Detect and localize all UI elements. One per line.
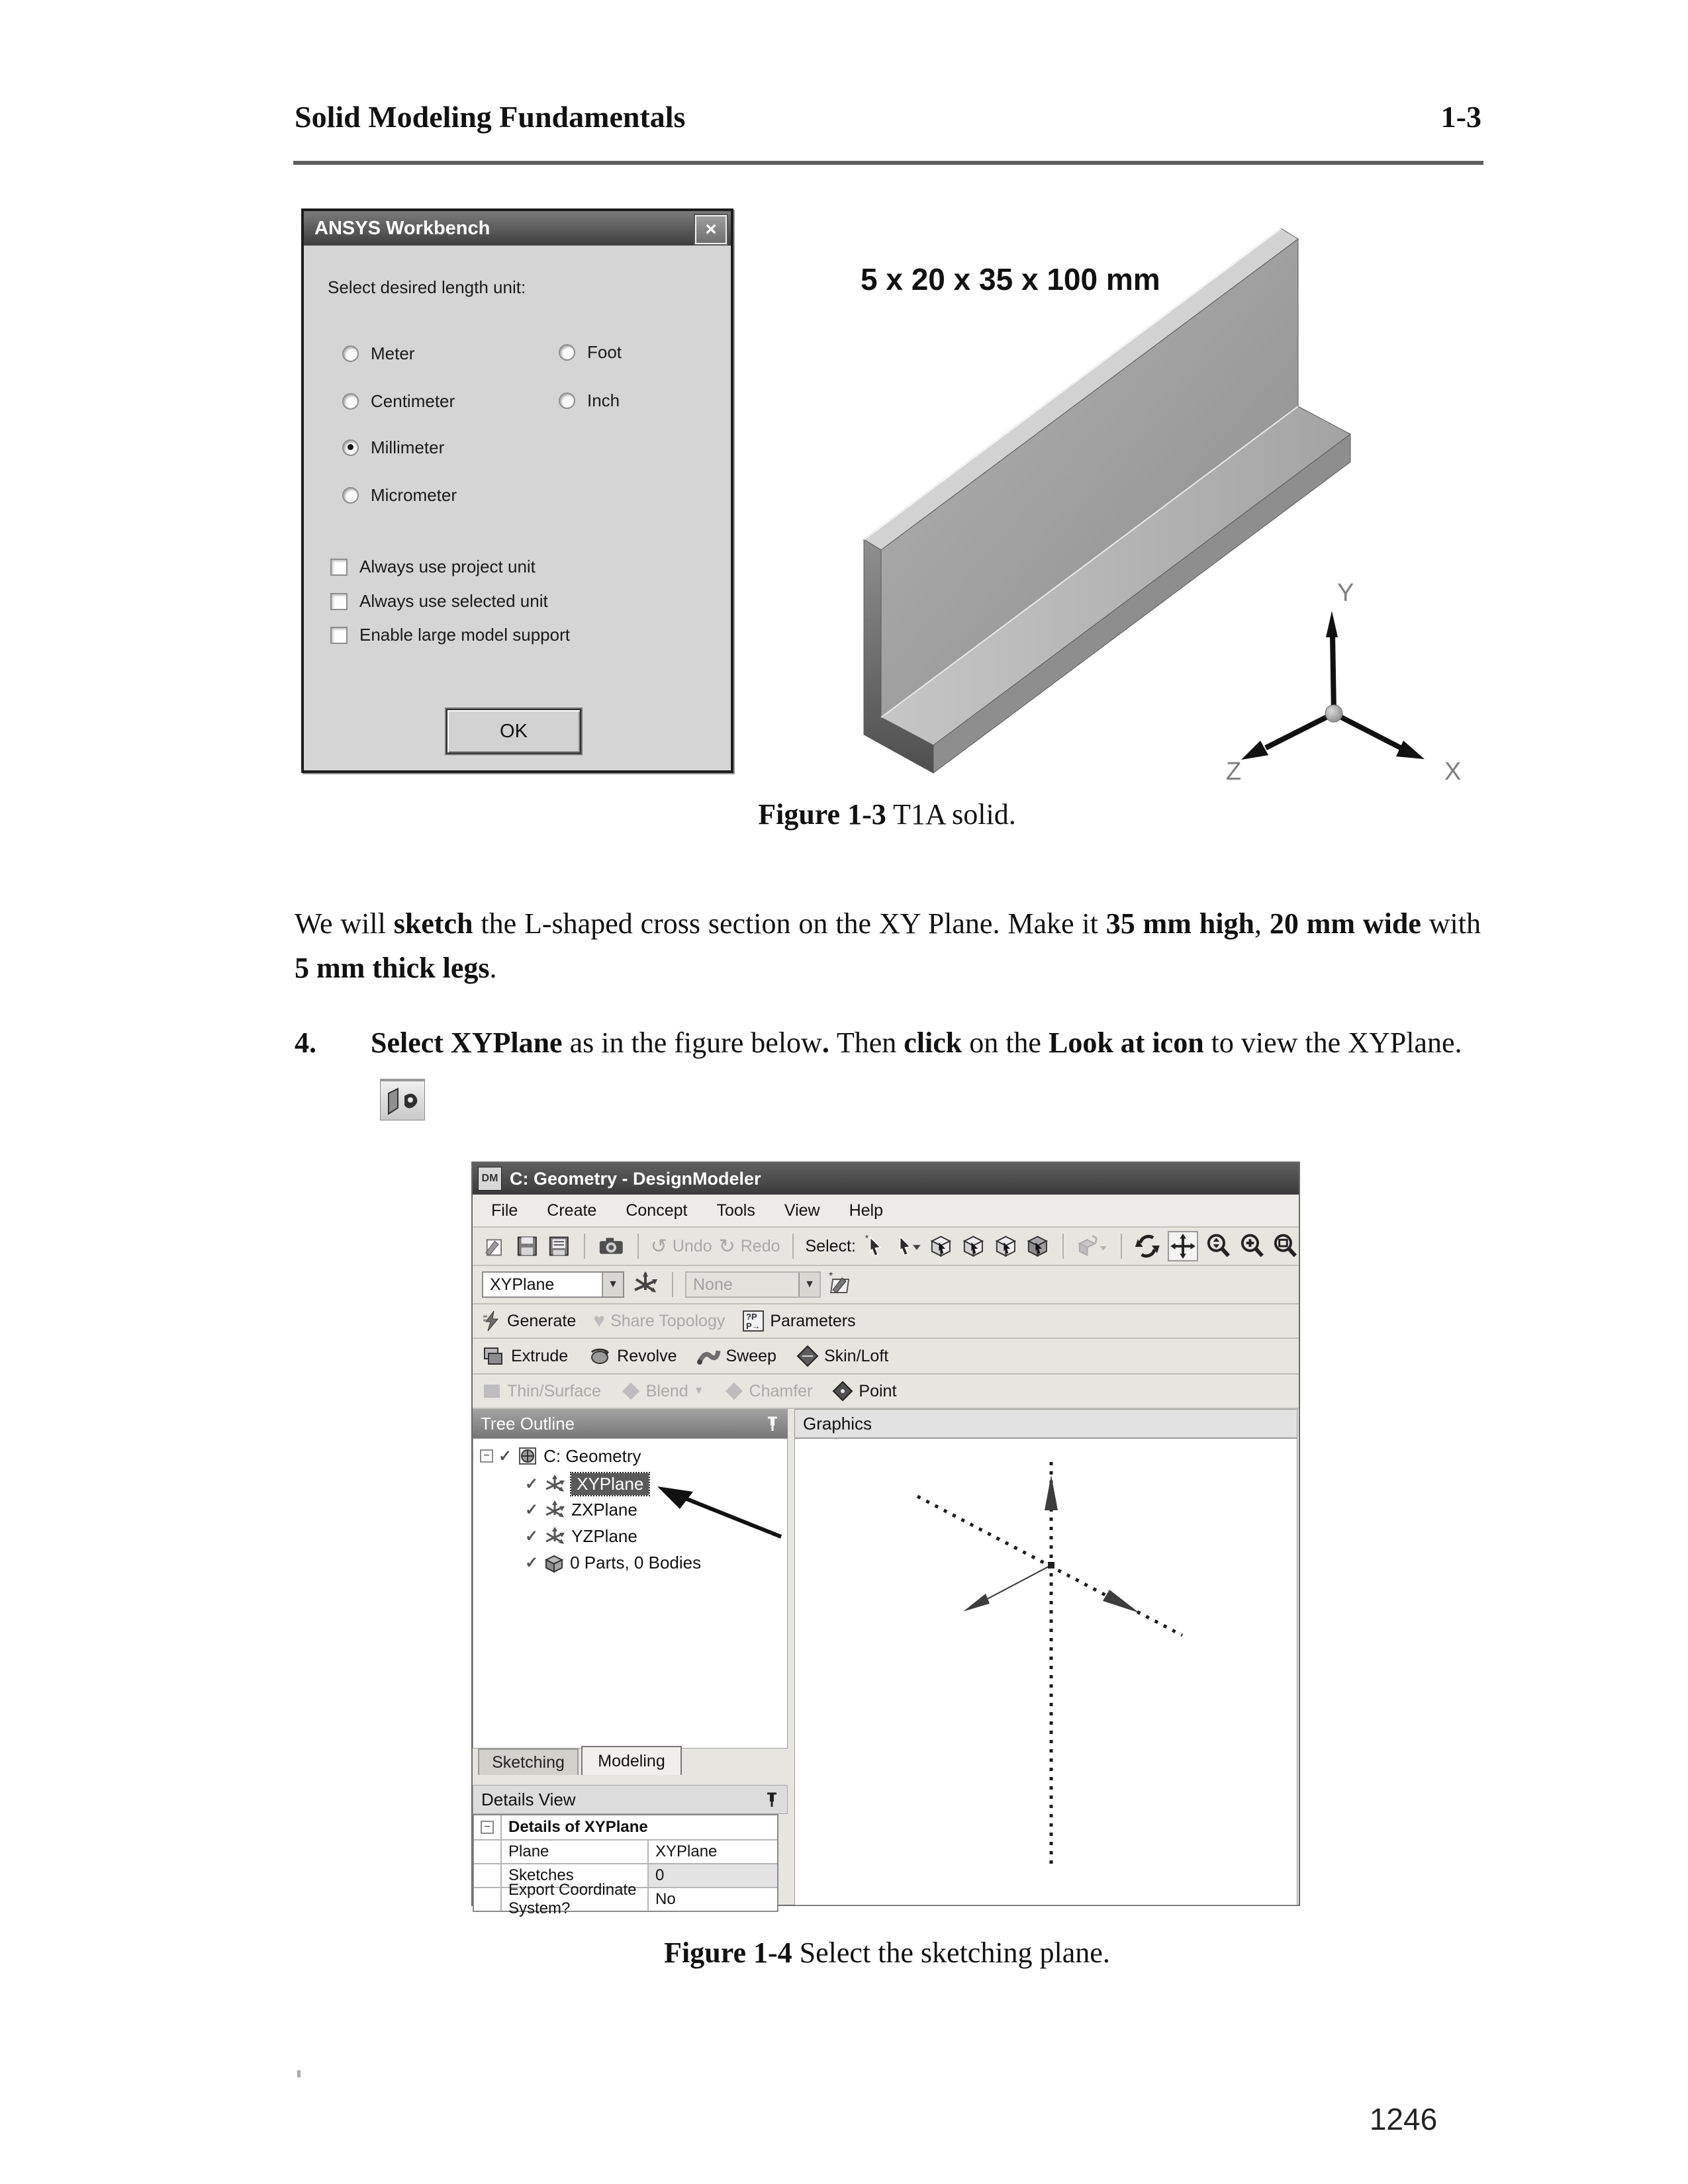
blend-icon xyxy=(621,1381,641,1401)
details-title: Details of XYPlane xyxy=(508,1818,648,1836)
details-title-row[interactable] xyxy=(474,1815,777,1839)
figure-1-4-caption: Figure 1-4 Select the sketching plane. xyxy=(664,1936,1110,1969)
radio-label: Foot xyxy=(587,342,622,362)
zoom-icon[interactable] xyxy=(1205,1232,1232,1260)
toolbar-separator xyxy=(637,1234,639,1259)
dm-app-icon: DM xyxy=(478,1167,502,1191)
t1a-solid-figure xyxy=(834,225,1489,794)
svg-text:P→: P→ xyxy=(746,1321,761,1331)
check-icon: ✓ xyxy=(525,1475,539,1493)
tree-item-parts-bodies[interactable] xyxy=(525,1553,701,1573)
tree-item-label: ZXPlane xyxy=(571,1500,637,1520)
checkbox-icon[interactable] xyxy=(330,559,348,576)
check-icon: ✓ xyxy=(525,1527,539,1545)
collapse-icon[interactable]: − xyxy=(474,1815,502,1839)
svg-text:?P: ?P xyxy=(746,1312,757,1322)
select-cursor-icon[interactable] xyxy=(863,1233,887,1259)
share-topology-button[interactable]: ♥ Share Topology xyxy=(593,1310,726,1332)
active-plane-combobox[interactable] xyxy=(482,1271,624,1298)
checkbox-label: Enable large model support xyxy=(359,625,570,645)
tree-outline-panel xyxy=(473,1438,788,1749)
checkbox-always-selected-unit[interactable] xyxy=(330,591,548,612)
pan-icon xyxy=(1170,1234,1196,1259)
check-icon: ✓ xyxy=(525,1501,539,1519)
plane-axes-icon[interactable] xyxy=(631,1270,660,1299)
dm-features-toolbar xyxy=(473,1339,1299,1375)
tab-modeling[interactable]: Modeling xyxy=(581,1746,682,1775)
chevron-down-icon[interactable]: ▼ xyxy=(602,1273,623,1297)
y-axis-arrow xyxy=(1326,611,1338,637)
dialog-title: ANSYS Workbench xyxy=(304,211,731,246)
graphics-viewport[interactable] xyxy=(794,1438,1297,1905)
tree-item-label: YZPlane xyxy=(571,1526,637,1546)
body-paragraph: We will sketch the L-shaped cross section on the XY Plane. Make it 35 mm high, 20 mm wide with 5 mm thick legs. xyxy=(295,907,1481,984)
step-4 xyxy=(295,1014,1486,1130)
tree-item-label: 0 Parts, 0 Bodies xyxy=(570,1553,702,1572)
x-axis-label: X xyxy=(1444,758,1462,786)
details-view-header[interactable]: Details View xyxy=(473,1785,788,1814)
annotation-arrow xyxy=(592,1465,784,1551)
new-sketch-toolbar-icon[interactable] xyxy=(827,1270,857,1299)
checkbox-label: Always use project unit xyxy=(359,557,536,576)
look-at-icon xyxy=(380,1079,425,1120)
toolbar-separator xyxy=(792,1234,794,1259)
z-axis-label: Z xyxy=(1226,758,1242,786)
checkbox-large-model-support[interactable] xyxy=(330,625,570,645)
menu-concept[interactable]: Concept xyxy=(626,1201,688,1220)
checkbox-label: Always use selected unit xyxy=(359,591,548,611)
redo-button[interactable]: ↻ Redo xyxy=(718,1235,780,1257)
plane-icon xyxy=(543,1475,566,1494)
chamfer-button[interactable]: Chamfer xyxy=(724,1381,813,1401)
step-text: Select XYPlane as in the figure below. Then click on the Look at icon to view the XYPlane. xyxy=(371,1014,1486,1130)
pin-icon[interactable] xyxy=(765,1415,780,1432)
extend-selection-icon[interactable] xyxy=(1076,1233,1109,1259)
point-button[interactable]: Point xyxy=(832,1381,896,1402)
menu-view[interactable]: View xyxy=(784,1201,820,1220)
plane-z-arrow xyxy=(963,1594,990,1612)
screenshot-camera-icon[interactable] xyxy=(597,1233,626,1259)
pan-button[interactable] xyxy=(1168,1231,1198,1261)
chevron-down-icon[interactable]: ▼ xyxy=(798,1273,820,1297)
menu-file[interactable]: File xyxy=(491,1201,518,1220)
save-icon[interactable] xyxy=(514,1233,540,1259)
rotate-icon[interactable] xyxy=(1134,1232,1161,1260)
details-row-plane[interactable] xyxy=(474,1839,777,1863)
new-sketch-icon[interactable] xyxy=(482,1233,508,1259)
undo-icon: ↺ xyxy=(650,1235,667,1257)
tree-item-label-selected: XYPlane xyxy=(571,1473,649,1495)
detail-label: Plane xyxy=(508,1843,549,1860)
checkbox-icon[interactable] xyxy=(330,593,348,610)
radio-centimeter[interactable] xyxy=(342,391,455,412)
details-table xyxy=(473,1814,778,1917)
point-icon xyxy=(832,1381,853,1402)
tab-sketching[interactable]: Sketching xyxy=(478,1749,579,1775)
radio-circle-icon[interactable] xyxy=(342,345,359,362)
undo-button[interactable]: ↺ Undo xyxy=(650,1235,712,1257)
save-as-icon[interactable] xyxy=(546,1233,572,1259)
toolbar-separator xyxy=(1121,1234,1122,1259)
figure-1-3-caption: Figure 1-3 T1A solid. xyxy=(758,798,1016,831)
z-axis-arrow xyxy=(1241,741,1268,760)
radio-label: Micrometer xyxy=(371,485,457,505)
sweep-icon xyxy=(697,1344,721,1368)
revolve-button[interactable]: Revolve xyxy=(588,1344,677,1368)
radio-circle-icon[interactable] xyxy=(559,344,575,361)
select-label: Select: xyxy=(805,1236,856,1255)
checkbox-icon[interactable] xyxy=(330,627,348,644)
toolbar-separator xyxy=(672,1272,673,1297)
graphics-header[interactable]: Graphics xyxy=(794,1409,1297,1438)
dm-title-bar[interactable] xyxy=(473,1163,1299,1195)
zoom-in-icon[interactable] xyxy=(1239,1232,1266,1260)
generate-button[interactable]: Generate xyxy=(482,1310,576,1332)
scan-artifact xyxy=(297,2070,301,2077)
redo-icon: ↻ xyxy=(718,1235,735,1257)
svg-text:*: * xyxy=(865,1233,869,1244)
plane-x-arrow xyxy=(1103,1590,1139,1613)
dm-window-title: C: Geometry - DesignModeler xyxy=(510,1168,761,1189)
radio-selected-icon[interactable] xyxy=(342,439,359,456)
active-sketch-value: None xyxy=(693,1275,733,1294)
radio-meter[interactable] xyxy=(342,343,414,364)
sketch-plane-axes xyxy=(795,1439,1297,1905)
step-number: 4. xyxy=(295,1026,316,1059)
skin-loft-button[interactable]: Skin/Loft xyxy=(796,1345,888,1367)
parameters-button[interactable]: ?P P→ Parameters xyxy=(742,1310,855,1332)
select-mode-dropdown-icon[interactable] xyxy=(894,1233,922,1259)
blend-button[interactable]: Blend ▼ xyxy=(621,1381,704,1401)
menu-tools[interactable]: Tools xyxy=(716,1201,755,1220)
plane-origin xyxy=(1048,1562,1055,1569)
parts-cube-icon xyxy=(543,1553,565,1573)
detail-label: Sketches xyxy=(508,1866,574,1884)
plane-icon xyxy=(543,1500,566,1520)
tree-root-geometry[interactable]: − ✓ C: Geometry xyxy=(480,1445,641,1467)
radio-label: Inch xyxy=(587,390,620,410)
heart-icon: ♥ xyxy=(593,1310,606,1332)
dialog-prompt: Select desired length unit: xyxy=(328,277,526,297)
close-icon[interactable]: × xyxy=(695,215,727,244)
x-axis-arrow xyxy=(1396,741,1425,759)
toolbar-separator xyxy=(1062,1234,1064,1259)
dm-generate-toolbar xyxy=(473,1304,1299,1339)
svg-text:*: * xyxy=(829,1271,833,1282)
radio-micrometer[interactable] xyxy=(342,485,457,506)
ansys-workbench-dialog xyxy=(301,208,733,773)
axis-triad xyxy=(1226,579,1461,786)
dm-standard-toolbar xyxy=(473,1228,1299,1266)
geometry-icon xyxy=(517,1445,538,1467)
checkbox-always-project-unit[interactable] xyxy=(330,557,536,577)
page-title: Solid Modeling Fundamentals xyxy=(295,100,686,134)
thin-surface-button[interactable]: Thin/Surface xyxy=(482,1381,601,1401)
menu-help[interactable]: Help xyxy=(849,1201,884,1220)
extrude-button[interactable]: Extrude xyxy=(482,1344,568,1368)
collapse-icon[interactable]: − xyxy=(480,1449,493,1463)
generate-lightning-icon xyxy=(482,1310,502,1332)
triad-origin xyxy=(1325,705,1342,722)
dm-modify-toolbar xyxy=(473,1375,1299,1409)
active-plane-value: XYPlane xyxy=(490,1275,555,1294)
pin-icon[interactable] xyxy=(765,1791,779,1808)
radio-label: Millimeter xyxy=(371,437,445,457)
dm-menu-bar xyxy=(473,1195,1299,1228)
check-icon: ✓ xyxy=(525,1554,539,1572)
designmodeler-window xyxy=(471,1161,1300,1917)
plane-y-arrow xyxy=(1045,1475,1058,1510)
radio-circle-icon[interactable] xyxy=(342,393,359,410)
y-axis-label: Y xyxy=(1337,579,1354,607)
dimension-label: 5 x 20 x 35 x 100 mm xyxy=(861,262,1160,296)
active-sketch-combobox[interactable] xyxy=(685,1271,821,1298)
detail-value[interactable]: No xyxy=(647,1888,777,1911)
detail-label: Export Coordinate System? xyxy=(508,1881,637,1917)
parameters-icon xyxy=(742,1310,765,1332)
chevron-down-icon[interactable]: ▼ xyxy=(693,1385,704,1396)
toolbar-separator xyxy=(584,1234,585,1259)
extrude-icon xyxy=(482,1344,506,1368)
select-body-cube-icon[interactable] xyxy=(1025,1233,1051,1259)
details-row-export-cs[interactable] xyxy=(474,1881,777,1917)
select-face-cube-icon[interactable] xyxy=(993,1233,1019,1259)
detail-value[interactable]: XYPlane xyxy=(647,1841,777,1863)
radio-circle-icon[interactable] xyxy=(342,487,359,504)
check-icon: ✓ xyxy=(498,1447,512,1465)
plane-icon xyxy=(543,1527,566,1547)
l-angle-solid xyxy=(864,228,1350,773)
select-vertex-cube-icon[interactable] xyxy=(928,1233,954,1259)
sweep-button[interactable]: Sweep xyxy=(697,1344,776,1368)
dm-plane-toolbar xyxy=(473,1266,1299,1304)
radio-circle-icon[interactable] xyxy=(559,392,575,409)
radio-foot[interactable] xyxy=(559,342,622,363)
ok-button[interactable]: OK xyxy=(446,709,581,754)
detail-value[interactable]: 0 xyxy=(647,1864,777,1887)
radio-label: Centimeter xyxy=(371,391,455,411)
header-rule xyxy=(293,161,1483,165)
menu-create[interactable]: Create xyxy=(547,1201,597,1220)
radio-millimeter[interactable] xyxy=(342,437,444,458)
select-edge-cube-icon[interactable] xyxy=(961,1233,986,1259)
thin-surface-icon xyxy=(482,1381,502,1401)
radio-inch[interactable] xyxy=(559,390,620,411)
page-footer-number: 1246 xyxy=(1369,2102,1438,2136)
box-zoom-icon[interactable] xyxy=(1272,1232,1299,1260)
revolve-icon xyxy=(588,1344,612,1368)
skin-loft-icon xyxy=(796,1345,819,1367)
tree-outline-header[interactable]: Tree Outline xyxy=(473,1409,788,1438)
page-header-number: 1-3 xyxy=(1440,100,1481,134)
radio-label: Meter xyxy=(371,343,415,363)
chamfer-icon xyxy=(724,1381,744,1401)
